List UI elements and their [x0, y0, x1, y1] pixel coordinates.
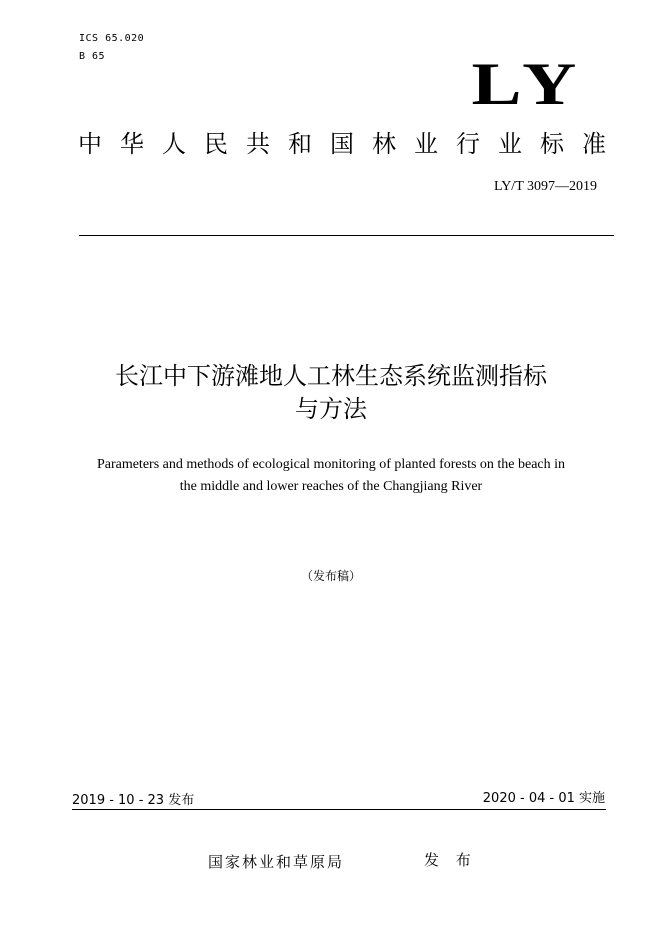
english-title-line-2: the middle and lower reaches of the Changjiang River [179, 479, 483, 494]
footer-divider [72, 809, 606, 810]
issue-date: 2019 - 10 - 23 发布 [72, 793, 195, 808]
implementation-date: 2020 - 04 - 01 实施 [482, 791, 605, 806]
header-divider [79, 235, 614, 236]
draft-status: （发布稿） [300, 569, 361, 583]
chinese-title-line-1: 长江中下游滩地人工林生态系统监测指标 [115, 362, 547, 390]
issue-label: 发 布 [424, 851, 477, 869]
chinese-title-line-2: 与方法 [295, 395, 367, 423]
english-title-line-1: Parameters and methods of ecological monitoring of planted forests on the beach in [96, 457, 566, 472]
english-title [40, 454, 622, 498]
issuing-authority: 国家林业和草原局 [208, 853, 345, 871]
ics-code: ICS 65.020 [79, 33, 145, 44]
ccs-code: B 65 [79, 51, 106, 62]
ly-logo: LY [471, 51, 584, 117]
chinese-title [40, 360, 622, 426]
standard-class-title: 中华人民共和国林业行业标准 [78, 130, 624, 158]
standard-number: LY/T 3097—2019 [494, 179, 597, 194]
